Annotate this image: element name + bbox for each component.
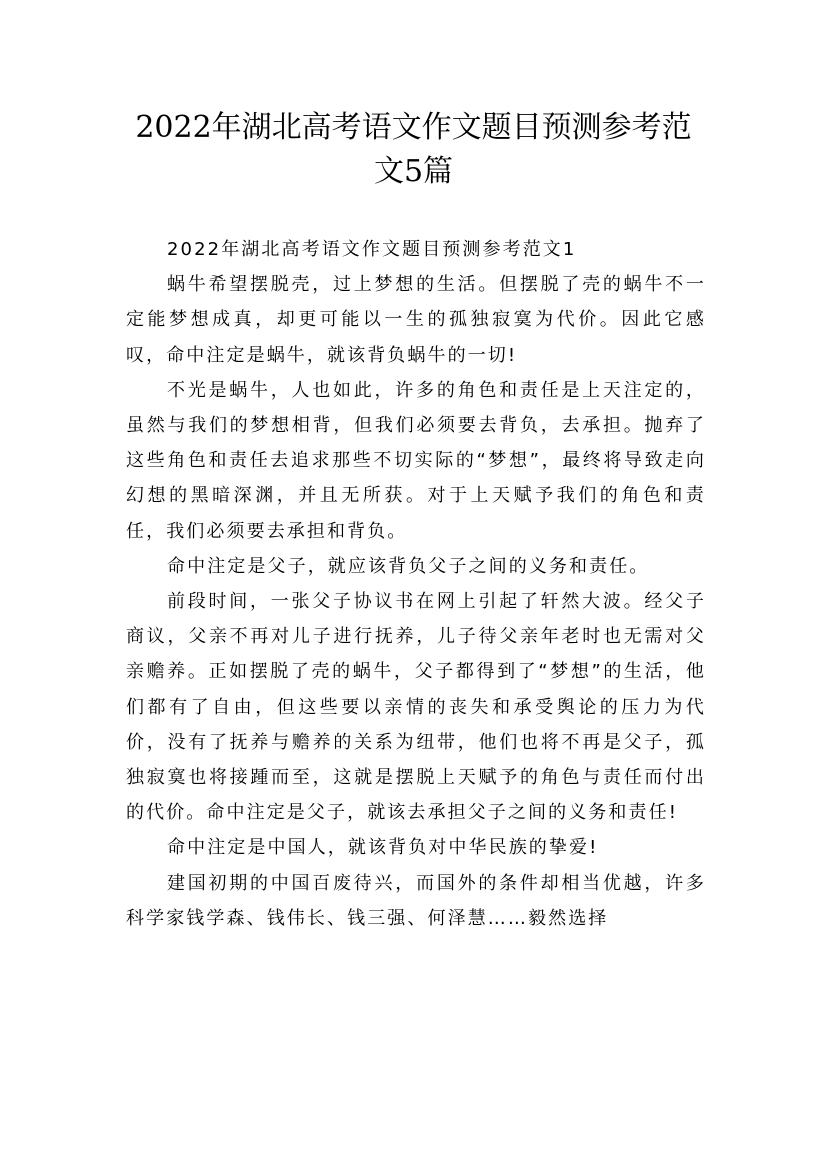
document-title-line-2: 文5篇 <box>373 154 454 189</box>
paragraph: 命中注定是父子，就应该背负父子之间的义务和责任。 <box>167 555 650 577</box>
paragraph: 命中注定是中国人，就该背负对中华民族的挚爱! <box>167 837 599 859</box>
paragraph: 前段时间，一张父子协议书在网上引起了轩然大波。经父子商议，父亲不再对儿子进行抚养，儿子待父亲年老时也无需对父亲赡养。正如摆脱了壳的蜗牛，父子都得到了“梦想”的生活，他们都有了自由，但这些要以亲情的丧失和承受舆论的压力为代价，没有了抚养与赡养的关系为纽带，他们也将不再是父子，孤独寂寞也将接踵而至，这就是摆脱上天赋予的角色与责任而付出的代价。命中注定是父子，就该去承担父子之间的义务和责任! <box>126 591 706 824</box>
paragraph: 蜗牛希望摆脱壳，过上梦想的生活。但摆脱了壳的蜗牛不一定能梦想成真，却更可能以一生的孤独寂寞为代价。因此它感叹，命中注定是蜗牛，就该背负蜗牛的一切! <box>126 274 706 366</box>
document-body <box>126 232 706 936</box>
essay-heading: 2022年湖北高考语文作文题目预测参考范文1 <box>167 239 577 260</box>
document-title-line-1: 2022年湖北高考语文作文题目预测参考范 <box>135 110 692 145</box>
paragraph: 不光是蜗牛，人也如此，许多的角色和责任是上天注定的，虽然与我们的梦想相背，但我们必须要去背负，去承担。抛弃了这些角色和责任去追求那些不切实际的“梦想”，最终将导致走向幻想的黑暗深渊，并且无所获。对于上天赋予我们的角色和责任，我们必须要去承担和背负。 <box>126 379 706 542</box>
paragraph: 建国初期的中国百废待兴，而国外的条件却相当优越，许多科学家钱学森、钱伟长、钱三强、何泽慧……毅然选择 <box>126 872 706 929</box>
